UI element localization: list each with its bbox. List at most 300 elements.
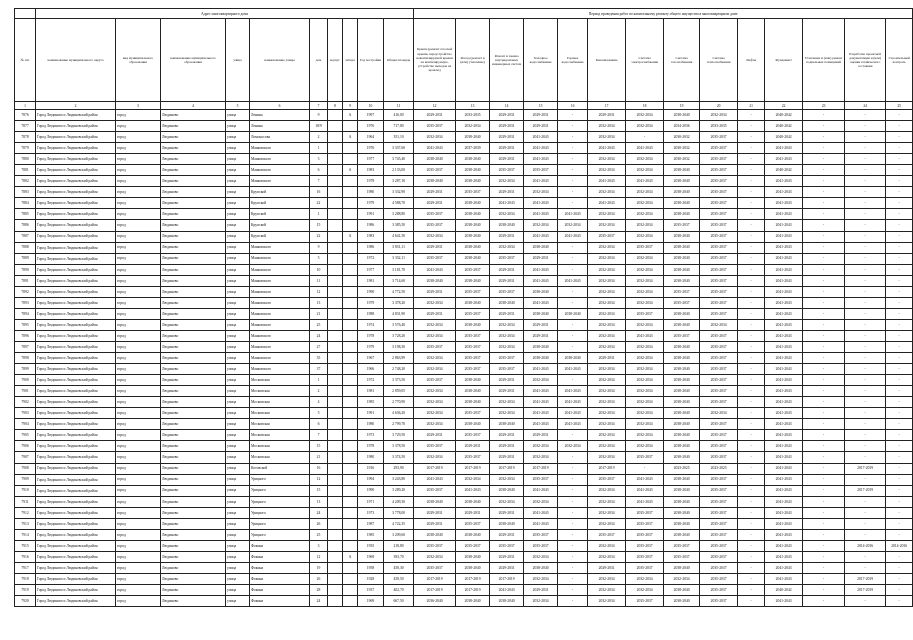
total-area: 3 378,50 — [384, 441, 414, 452]
letter — [343, 264, 358, 275]
repair-period-cell: - — [803, 198, 845, 209]
repair-period-cell: 2041-2043 — [765, 441, 803, 452]
build-year: 1978 — [358, 441, 384, 452]
repair-period-cell: 2032-2034 — [524, 375, 558, 386]
street-name: Урицкого — [250, 518, 310, 529]
table-row — [15, 319, 913, 330]
repair-period-cell: - — [738, 441, 765, 452]
repair-period-cell: 2032-2034 — [588, 242, 626, 253]
street-type: улица — [226, 264, 250, 275]
repair-period-cell: 2038-2040 — [664, 375, 700, 386]
build-year: 1976 — [358, 121, 384, 132]
repair-period-cell: 2032-2034 — [588, 286, 626, 297]
repair-period-cell: 2038-2040 — [456, 220, 490, 231]
repair-period-cell: - — [886, 308, 913, 319]
repair-period-cell: 2035-2037 — [456, 540, 490, 551]
repair-period-cell: 2029-2031 — [490, 143, 524, 154]
table-row — [15, 419, 913, 430]
column-header: улица — [226, 19, 250, 102]
municipality-type: город — [116, 585, 161, 596]
repair-period-cell: 2032-2034 — [626, 286, 664, 297]
table-row — [15, 121, 913, 132]
repair-period-cell: 2032-2034 — [414, 297, 456, 308]
municipality-type: город — [116, 518, 161, 529]
repair-period-cell: - — [845, 375, 886, 386]
repair-period-cell: 2041-2043 — [626, 496, 664, 507]
repair-period-cell: 2032-2034 — [626, 209, 664, 220]
repair-period-cell: - — [626, 132, 664, 143]
repair-period-cell: 2032-2034 — [524, 452, 558, 463]
repair-period-cell: 2029-2031 — [490, 110, 524, 121]
repair-period-cell: 2035-2037 — [626, 551, 664, 562]
repair-period-cell: 2041-2043 — [765, 397, 803, 408]
repair-period-cell: 2029-2031 — [414, 518, 456, 529]
street-type: улица — [226, 110, 250, 121]
municipality-name: Людиново — [161, 308, 226, 319]
repair-period-cell: 2017-2019 — [490, 573, 524, 584]
repair-period-cell: 2038-2040 — [664, 408, 700, 419]
repair-period-cell: 2035-2037 — [414, 485, 456, 496]
repair-period-cell: 2032-2034 — [664, 573, 700, 584]
column-number: 2 — [36, 102, 116, 110]
build-year: 1969 — [358, 596, 384, 607]
repair-period-cell: 2032-2034 — [414, 231, 456, 242]
house-number: 27 — [310, 341, 328, 352]
repair-period-cell: 2032-2034 — [626, 220, 664, 231]
repair-period-cell: 2032-2034 — [700, 319, 738, 330]
column-header-row — [15, 19, 913, 102]
repair-period-cell: 2032-2034 — [588, 220, 626, 231]
repair-period-cell: - — [738, 308, 765, 319]
repair-period-cell: 2041-2043 — [765, 452, 803, 463]
repair-period-cell: 2014-2016 — [845, 540, 886, 551]
repair-period-cell: 2017-2019 — [845, 573, 886, 584]
letter — [343, 518, 358, 529]
repair-period-cell: 2032-2034 — [588, 154, 626, 165]
municipality-type: город — [116, 529, 161, 540]
repair-period-cell: 2038-2040 — [664, 364, 700, 375]
street-name: Фокина — [250, 540, 310, 551]
build-year: 1981 — [358, 386, 384, 397]
table-row — [15, 573, 913, 584]
building — [328, 353, 343, 364]
repair-period-cell: 2032-2034 — [558, 441, 588, 452]
repair-period-cell: - — [803, 463, 845, 474]
row-number: 7890 — [15, 264, 36, 275]
building — [328, 585, 343, 596]
repair-period-cell: 2038-2040 — [490, 485, 524, 496]
municipality-name: Людиново — [161, 154, 226, 165]
repair-period-cell: 2032-2034 — [414, 132, 456, 143]
repair-period-cell: 2038-2040 — [456, 562, 490, 573]
repair-period-cell: - — [738, 286, 765, 297]
repair-period-cell: 2032-2034 — [626, 364, 664, 375]
house-number: 9 — [310, 242, 328, 253]
municipality-type: город — [116, 540, 161, 551]
repair-period-cell: - — [738, 408, 765, 419]
repair-period-cell: - — [738, 529, 765, 540]
repair-period-cell: 2035-2037 — [626, 507, 664, 518]
repair-period-cell: - — [886, 573, 913, 584]
municipality-type: город — [116, 474, 161, 485]
repair-period-cell: 2040-2042 — [765, 132, 803, 143]
municipality-name: Людиново — [161, 507, 226, 518]
municipality-type: город — [116, 132, 161, 143]
build-year: 1981 — [358, 275, 384, 286]
municipality-name: Людиново — [161, 143, 226, 154]
repair-period-cell: 2038-2040 — [524, 341, 558, 352]
repair-period-cell: 2032-2034 — [588, 518, 626, 529]
repair-period-cell: - — [886, 518, 913, 529]
repair-period-cell: - — [558, 176, 588, 187]
repair-period-cell: 2035-2037 — [664, 551, 700, 562]
house-number: 19 — [310, 562, 328, 573]
repair-period-cell: 2038-2040 — [664, 529, 700, 540]
letter — [343, 121, 358, 132]
repair-period-cell: 2038-2040 — [456, 176, 490, 187]
municipality-type: город — [116, 452, 161, 463]
house-number: 2 — [310, 132, 328, 143]
repair-period-cell: 2038-2040 — [664, 397, 700, 408]
row-number: 7878 — [15, 132, 36, 143]
building — [328, 452, 343, 463]
letter — [343, 585, 358, 596]
row-number: 7889 — [15, 253, 36, 264]
repair-period-cell: - — [886, 176, 913, 187]
street-name: Фокина — [250, 562, 310, 573]
repair-period-cell: - — [558, 596, 588, 607]
repair-period-cell: - — [845, 551, 886, 562]
repair-period-cell: 2032-2034 — [414, 397, 456, 408]
table-row — [15, 507, 913, 518]
municipal-district: Город Людиново и Людиновский район — [36, 441, 116, 452]
repair-period-cell: 2041-2043 — [524, 198, 558, 209]
municipality-type: город — [116, 253, 161, 264]
repair-period-cell: - — [738, 297, 765, 308]
house-number: 9 — [310, 110, 328, 121]
municipal-district: Город Людиново и Людиновский район — [36, 353, 116, 364]
table-row — [15, 341, 913, 352]
column-number: 23 — [803, 102, 845, 110]
repair-period-cell: 2017-2019 — [490, 463, 524, 474]
repair-period-cell: - — [803, 308, 845, 319]
repair-period-cell: 2041-2043 — [558, 397, 588, 408]
column-header: литера — [343, 19, 358, 102]
build-year: 1973 — [358, 430, 384, 441]
repair-period-cell: 2041-2043 — [524, 518, 558, 529]
house-number: 22 — [310, 198, 328, 209]
municipality-type: город — [116, 441, 161, 452]
repair-period-cell: 2041-2043 — [524, 485, 558, 496]
repair-period-cell: - — [886, 341, 913, 352]
repair-period-cell: 2041-2043 — [765, 573, 803, 584]
house-number: 7 — [310, 176, 328, 187]
repair-period-cell: 2041-2043 — [524, 264, 558, 275]
repair-period-cell: 2032-2034 — [414, 319, 456, 330]
municipal-district: Город Людиново и Людиновский район — [36, 132, 116, 143]
build-year: 1988 — [358, 308, 384, 319]
repair-period-cell: 2038-2040 — [490, 220, 524, 231]
total-area: 3 332,90 — [384, 187, 414, 198]
repair-period-cell: 2032-2034 — [626, 231, 664, 242]
column-number: 21 — [738, 102, 765, 110]
house-number: 37 — [310, 364, 328, 375]
municipality-type: город — [116, 551, 161, 562]
repair-period-cell: - — [738, 573, 765, 584]
street-type: улица — [226, 187, 250, 198]
municipality-name: Людиново — [161, 397, 226, 408]
table-row — [15, 364, 913, 375]
repair-period-cell: 2041-2043 — [765, 364, 803, 375]
total-area: 3 714,60 — [384, 275, 414, 286]
municipal-district: Город Людиново и Людиновский район — [36, 562, 116, 573]
column-header: Общая площадь — [384, 19, 414, 102]
municipality-name: Людиново — [161, 176, 226, 187]
house-number: 2 — [310, 386, 328, 397]
repair-period-cell: 2035-2037 — [626, 540, 664, 551]
table-row — [15, 143, 913, 154]
repair-period-cell: 2038-2040 — [414, 275, 456, 286]
repair-period-cell: - — [845, 507, 886, 518]
repair-period-cell: 2035-2037 — [700, 308, 738, 319]
street-name: Фокина — [250, 585, 310, 596]
table-row — [15, 253, 913, 264]
repair-period-cell: - — [845, 529, 886, 540]
total-area: 450,30 — [384, 562, 414, 573]
repair-period-cell: - — [886, 507, 913, 518]
repair-period-cell: - — [886, 364, 913, 375]
street-name: Маяковского — [250, 165, 310, 176]
row-number: 7899 — [15, 364, 36, 375]
repair-period-cell: 2032-2034 — [588, 165, 626, 176]
repair-period-cell: - — [886, 463, 913, 474]
street-type: улица — [226, 242, 250, 253]
repair-period-cell: - — [886, 585, 913, 596]
repair-period-cell: - — [803, 330, 845, 341]
total-area: 393,70 — [384, 551, 414, 562]
municipal-district: Город Людиново и Людиновский район — [36, 308, 116, 319]
repair-period-cell: - — [738, 518, 765, 529]
municipality-name: Людиново — [161, 518, 226, 529]
letter — [343, 198, 358, 209]
repair-period-cell: 2032-2034 — [414, 330, 456, 341]
repair-period-cell: 2035-2037 — [456, 518, 490, 529]
repair-period-cell: 2032-2034 — [626, 121, 664, 132]
total-area: 3 576,40 — [384, 319, 414, 330]
house-number: 13 — [310, 297, 328, 308]
building — [328, 441, 343, 452]
street-name: Крупской — [250, 187, 310, 198]
municipality-name: Людиново — [161, 496, 226, 507]
municipal-district: Город Людиново и Людиновский район — [36, 573, 116, 584]
repair-period-cell: 2014-2016 — [886, 540, 913, 551]
repair-period-cell: 2032-2034 — [700, 110, 738, 121]
repair-period-cell: - — [558, 319, 588, 330]
repair-period-cell: - — [803, 507, 845, 518]
repair-period-cell: 2038-2040 — [664, 386, 700, 397]
municipality-type: город — [116, 496, 161, 507]
repair-period-cell: - — [803, 154, 845, 165]
repair-period-cell: 2032-2034 — [524, 441, 558, 452]
building — [328, 209, 343, 220]
repair-period-cell: 2038-2040 — [664, 518, 700, 529]
house-number: 15 — [310, 441, 328, 452]
build-year: 1983 — [358, 231, 384, 242]
repair-period-cell: 2035-2037 — [700, 353, 738, 364]
build-year: 1985 — [358, 529, 384, 540]
repair-period-cell: - — [803, 562, 845, 573]
table-row — [15, 242, 913, 253]
total-area: 4 772,50 — [384, 286, 414, 297]
repair-period-cell: 2029-2031 — [490, 132, 524, 143]
repair-period-cell: 2038-2040 — [456, 397, 490, 408]
repair-period-cell: 2029-2031 — [490, 187, 524, 198]
repair-period-cell: 2038-2040 — [456, 419, 490, 430]
municipality-name: Людиново — [161, 441, 226, 452]
municipal-district: Город Людиново и Людиновский район — [36, 154, 116, 165]
repair-period-cell: 2032-2034 — [626, 264, 664, 275]
house-number: 16 — [310, 187, 328, 198]
repair-period-cell: - — [803, 132, 845, 143]
municipality-type: город — [116, 419, 161, 430]
repair-period-cell: 2035-2037 — [700, 551, 738, 562]
house-number: 6 — [310, 165, 328, 176]
building — [328, 518, 343, 529]
repair-period-cell: 2035-2037 — [524, 529, 558, 540]
repair-period-cell: 2038-2040 — [664, 176, 700, 187]
repair-period-cell: 2041-2043 — [456, 485, 490, 496]
repair-period-cell: - — [803, 319, 845, 330]
repair-period-cell: 2041-2043 — [765, 507, 803, 518]
build-year: 1976 — [358, 143, 384, 154]
municipality-name: Людиново — [161, 540, 226, 551]
repair-period-cell: - — [845, 198, 886, 209]
build-year: 1990 — [358, 286, 384, 297]
repair-period-cell: - — [886, 286, 913, 297]
repair-period-cell: 2032-2034 — [626, 198, 664, 209]
repair-period-cell: 2032-2034 — [588, 297, 626, 308]
letter — [343, 562, 358, 573]
repair-period-cell: - — [738, 585, 765, 596]
repair-period-cell: 2041-2043 — [765, 562, 803, 573]
street-name: Урицкого — [250, 507, 310, 518]
municipality-name: Людиново — [161, 364, 226, 375]
municipality-type: город — [116, 386, 161, 397]
street-type: улица — [226, 585, 250, 596]
street-type: улица — [226, 430, 250, 441]
house-number: 24 — [310, 507, 328, 518]
repair-period-cell: 2035-2037 — [700, 165, 738, 176]
row-number: 7920 — [15, 596, 36, 607]
house-number: 1 — [310, 143, 328, 154]
column-header: Фасад (ремонт и (или) утепление) — [456, 19, 490, 102]
house-number: 6 — [310, 419, 328, 430]
municipality-type: город — [116, 231, 161, 242]
repair-period-cell: - — [558, 375, 588, 386]
municipality-type: город — [116, 176, 161, 187]
repair-period-cell: 2035-2037 — [700, 198, 738, 209]
municipal-district: Город Людиново и Людиновский район — [36, 507, 116, 518]
repair-period-cell: 2035-2037 — [700, 585, 738, 596]
repair-period-cell: - — [886, 397, 913, 408]
repair-period-cell: 2032-2034 — [588, 209, 626, 220]
repair-period-cell: 2032-2034 — [490, 176, 524, 187]
repair-period-cell: - — [803, 452, 845, 463]
street-type: улица — [226, 463, 250, 474]
municipality-name: Людиново — [161, 562, 226, 573]
row-number: 7910 — [15, 485, 36, 496]
repair-period-cell: - — [886, 485, 913, 496]
repair-period-cell: 2032-2034 — [588, 253, 626, 264]
municipal-district: Город Людиново и Людиновский район — [36, 319, 116, 330]
repair-period-cell: 2032-2034 — [490, 242, 524, 253]
repair-period-cell: - — [845, 143, 886, 154]
repair-period-cell: 2032-2034 — [588, 308, 626, 319]
total-area: 3 181,70 — [384, 264, 414, 275]
repair-period-cell: 2029-2031 — [490, 507, 524, 518]
repair-period-cell: 2035-2037 — [700, 253, 738, 264]
repair-period-cell: 2041-2043 — [765, 430, 803, 441]
repair-period-cell: - — [845, 165, 886, 176]
build-year: 1980 — [358, 452, 384, 463]
repair-period-cell: 2038-2040 — [664, 562, 700, 573]
repair-period-cell: 2038-2040 — [664, 353, 700, 364]
repair-period-cell: 2035-2037 — [664, 286, 700, 297]
repair-period-cell: 2029-2031 — [456, 507, 490, 518]
repair-period-cell: 2032-2034 — [700, 408, 738, 419]
repair-period-cell: - — [803, 496, 845, 507]
table-row — [15, 496, 913, 507]
total-area: 3 209,60 — [384, 529, 414, 540]
repair-period-cell: - — [803, 143, 845, 154]
street-type: улица — [226, 121, 250, 132]
table-row — [15, 430, 913, 441]
repair-period-cell: 2032-2034 — [626, 397, 664, 408]
repair-period-cell: - — [845, 110, 886, 121]
repair-period-cell: 2032-2034 — [588, 132, 626, 143]
repair-period-cell: 2038-2040 — [664, 165, 700, 176]
repair-period-cell: 2029-2031 — [490, 375, 524, 386]
column-number: 18 — [626, 102, 664, 110]
repair-period-cell: 2032-2034 — [524, 573, 558, 584]
municipality-type: город — [116, 308, 161, 319]
repair-period-cell: 2041-2043 — [414, 474, 456, 485]
repair-period-cell: 2032-2034 — [588, 585, 626, 596]
repair-period-cell: - — [738, 562, 765, 573]
street-type: улица — [226, 220, 250, 231]
repair-period-cell: 2029-2031 — [524, 110, 558, 121]
letter — [343, 353, 358, 364]
municipality-type: город — [116, 242, 161, 253]
repair-period-cell: 2041-2043 — [765, 353, 803, 364]
municipal-district: Город Людиново и Людиновский район — [36, 264, 116, 275]
table-row — [15, 585, 913, 596]
total-area: 3 778,00 — [384, 507, 414, 518]
street-name: Маяковского — [250, 253, 310, 264]
repair-period-cell: 2035-2037 — [490, 253, 524, 264]
row-number: 7912 — [15, 507, 36, 518]
repair-period-cell: 2038-2040 — [456, 198, 490, 209]
repair-period-cell: - — [886, 319, 913, 330]
repair-period-cell: 2040-2042 — [765, 110, 803, 121]
repair-period-cell: - — [558, 154, 588, 165]
municipal-district: Город Людиново и Людиновский район — [36, 585, 116, 596]
municipal-district: Город Людиново и Людиновский район — [36, 209, 116, 220]
house-number: 35 — [310, 353, 328, 364]
repair-period-cell: 2035-2037 — [456, 308, 490, 319]
municipality-name: Людиново — [161, 474, 226, 485]
document-sheet — [14, 8, 910, 607]
